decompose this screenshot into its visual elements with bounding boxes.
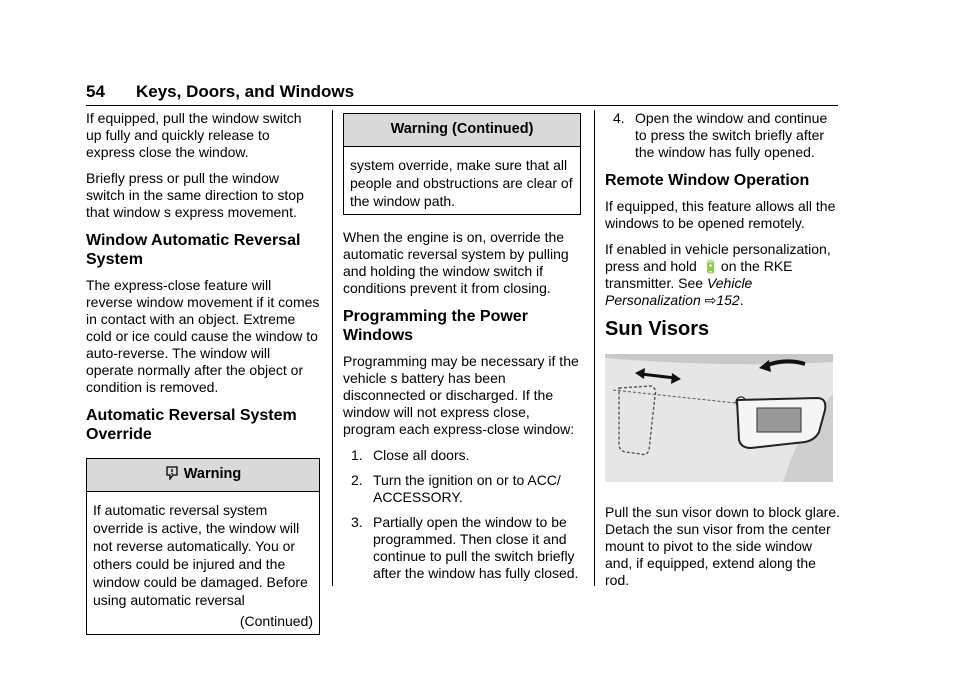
- heading-sun-visors: Sun Visors: [605, 318, 710, 340]
- step-number: 2.: [351, 472, 363, 488]
- paragraph-remote: If enabled in vehicle personalization, press and hold 🔋 on the RKE transmitter. See Vehicle Personalization ⇨152.: [605, 241, 831, 308]
- warning-continued: (Continued): [239, 613, 313, 629]
- page-header: [86, 78, 838, 106]
- warning-text: If automatic reversal system override is active, the window will not reverse automatically. You or others could be injured and the window could be damaged. Before using automatic reversal: [93, 502, 308, 608]
- list-item: [351, 447, 581, 464]
- page-reference[interactable]: 152: [716, 292, 740, 308]
- step-text: Open the window and continue to press the switch briefly after the window has fully opened.: [635, 110, 828, 160]
- page-ref-icon: ⇨: [704, 292, 717, 308]
- paragraph: Programming may be necessary if the vehicle s battery has been disconnected or discharged. If the window will not express close, program each express-close window:: [343, 353, 579, 437]
- warning-continued-text: system override, make sure that all people and obstructions are clear of the window path.: [350, 157, 573, 209]
- paragraph: Briefly press or pull the window switch in the same direction to stop that window s express movement.: [86, 170, 304, 220]
- section-title: Keys, Doors, and Windows: [136, 82, 355, 101]
- column-right: [605, 110, 840, 598]
- heading-window-reversal: Window Automatic Reversal System: [86, 232, 301, 268]
- column-divider: [332, 110, 333, 586]
- cross-reference-link[interactable]: Vehicle Personalization: [605, 275, 753, 308]
- column-divider: [594, 110, 595, 586]
- heading-programming: Programming the Power Windows: [343, 308, 528, 344]
- step-text: Turn the ignition on or to ACC/ ACCESSORY.: [373, 472, 561, 505]
- step-number: 1.: [351, 447, 363, 463]
- programming-steps-cont: [613, 110, 840, 161]
- step-text: Close all doors.: [373, 447, 470, 463]
- paragraph: The express-close feature will reverse window movement if it comes in contact with an object. Extreme cold or ice could cause the window to auto-reverse. The window will operate normally after the object or condition is removed.: [86, 277, 320, 395]
- text: on the RKE transmitter. See: [605, 258, 793, 291]
- step-text: Partially open the window to be programmed. Then close it and continue to pull the switch briefly after the window has fully closed.: [373, 514, 579, 581]
- heading-remote-window: Remote Window Operation: [605, 172, 810, 189]
- list-item: [351, 472, 581, 506]
- sun-visor-illustration: [605, 354, 833, 482]
- column-middle: [343, 110, 581, 590]
- warning-continued-header: Warning (Continued): [344, 114, 580, 147]
- warning-title: Warning: [183, 466, 242, 482]
- text: If enabled in vehicle personalization, press and hold: [605, 241, 831, 274]
- heading-reversal-override: Automatic Reversal System Override: [86, 407, 297, 443]
- warning-icon: [165, 466, 179, 480]
- list-item: [613, 110, 840, 161]
- list-item: [351, 514, 581, 582]
- warning-box: [86, 458, 320, 635]
- paragraph: If equipped, this feature allows all the windows to be opened remotely.: [605, 198, 836, 231]
- warning-header: [87, 459, 319, 492]
- paragraph: If equipped, pull the window switch up fully and quickly release to express close the window.: [86, 110, 302, 160]
- warning-continued-box: [343, 113, 581, 215]
- paragraph: When the engine is on, override the automatic reversal system by pulling and holding the window switch if conditions prevent it from closing.: [343, 229, 569, 296]
- unlock-key-icon: 🔋: [702, 259, 719, 274]
- paragraph: Pull the sun visor down to block glare. Detach the sun visor from the center mount to pivot to the side window and, if equipped, extend along the rod.: [605, 504, 841, 588]
- page-number: 54: [86, 82, 105, 101]
- step-number: 3.: [351, 514, 363, 530]
- programming-steps: [351, 447, 581, 582]
- column-left: [86, 110, 320, 635]
- step-number: 4.: [613, 110, 625, 126]
